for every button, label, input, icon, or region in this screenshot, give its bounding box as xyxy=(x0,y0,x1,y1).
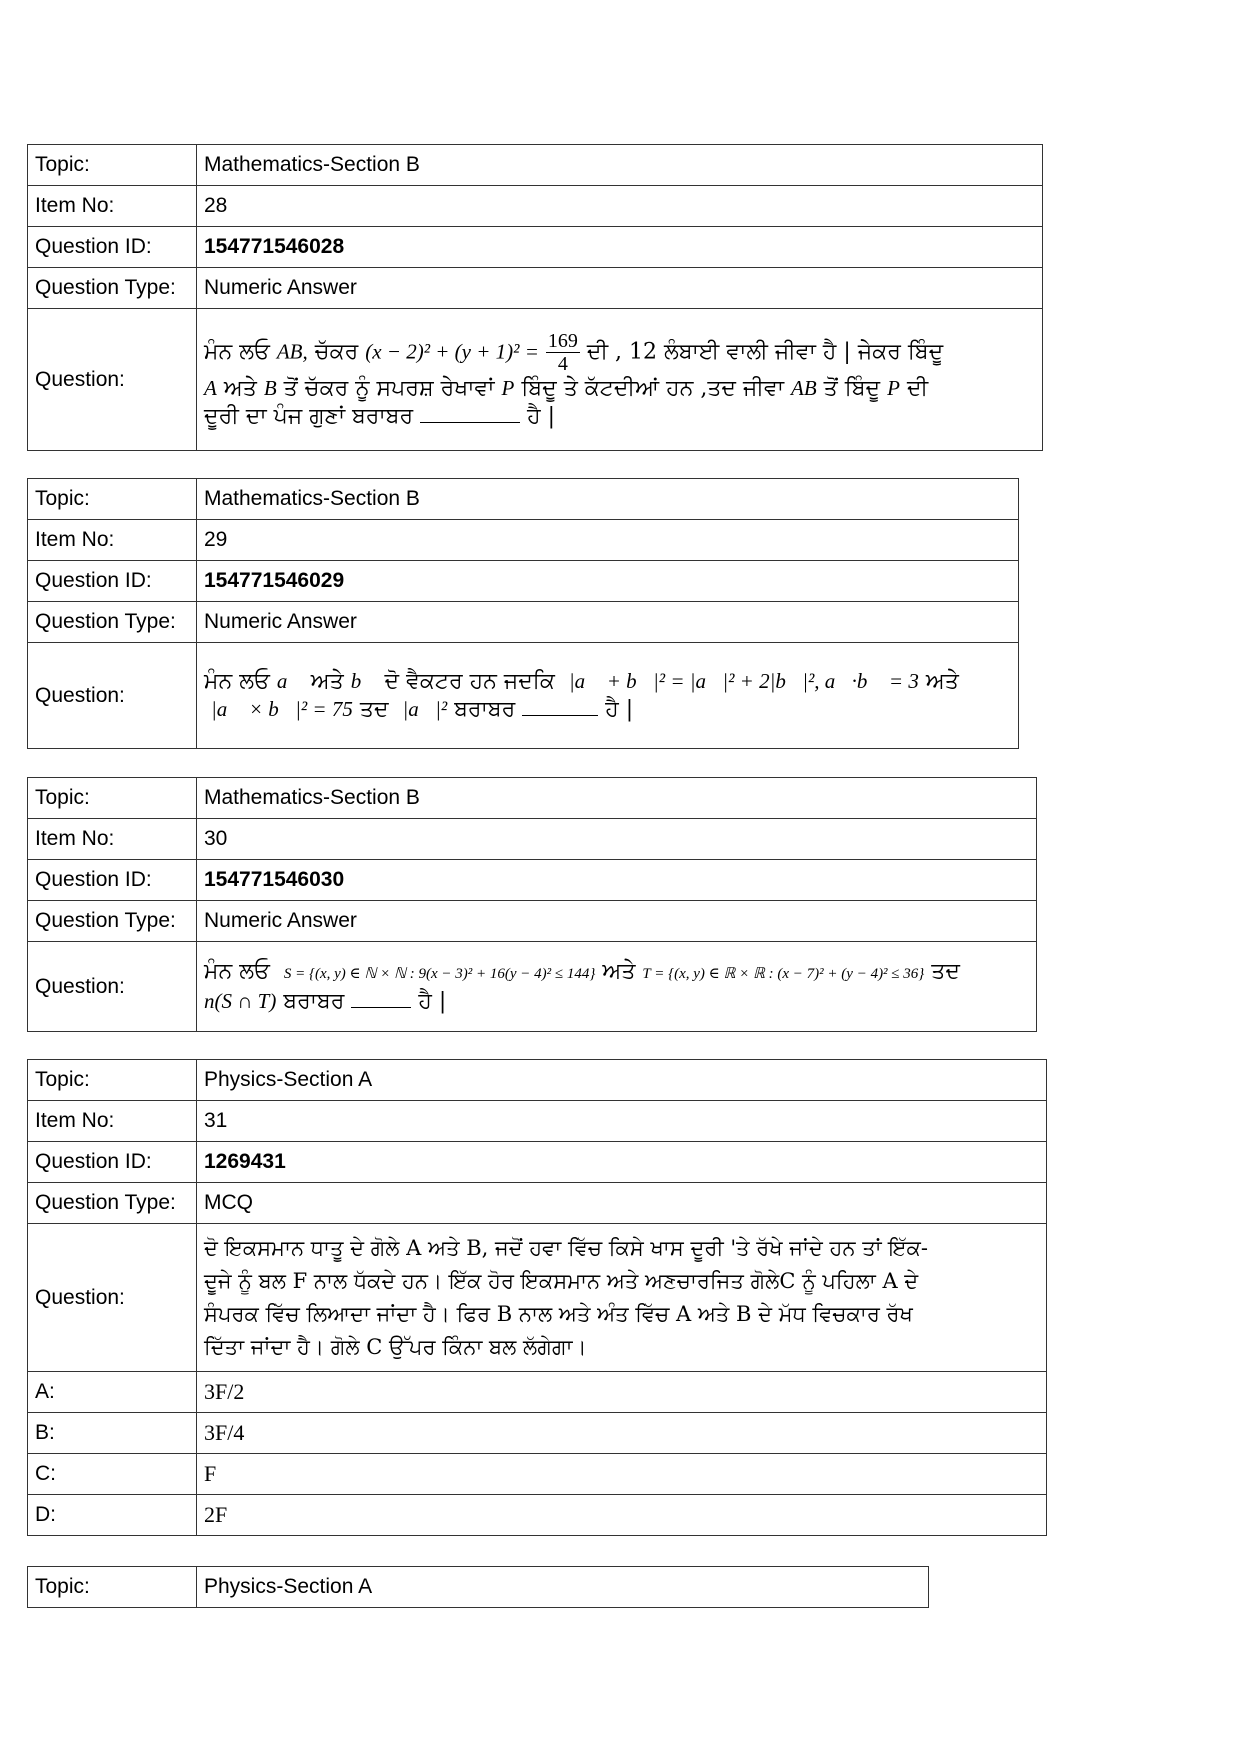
question-type-label: Question Type: xyxy=(28,602,197,643)
question-label: Question: xyxy=(28,643,197,749)
item-no-value: 30 xyxy=(197,819,1037,860)
option-c-label: C: xyxy=(28,1454,197,1495)
q-text: ਤੋਂ ਬਿੰਦੂ xyxy=(823,375,881,401)
question-text xyxy=(197,309,1043,451)
topic-label: Topic: xyxy=(28,778,197,819)
topic-row xyxy=(28,479,1019,520)
answer-blank xyxy=(420,402,520,423)
question-type-value: Numeric Answer xyxy=(197,901,1037,942)
question-table-30 xyxy=(27,777,1037,1032)
question-id-row xyxy=(28,860,1037,901)
option-a-value: 3F/2 xyxy=(197,1372,1047,1413)
q-text: ਤਦ xyxy=(931,958,960,984)
q-math: A xyxy=(204,375,217,400)
item-no-row xyxy=(28,186,1043,227)
question-id-label: Question ID: xyxy=(28,561,197,602)
item-no-row xyxy=(28,520,1019,561)
item-no-value: 28 xyxy=(197,186,1043,227)
question-id-row xyxy=(28,227,1043,268)
cross-product-equation: |a⃗ × b⃗|² = 75 xyxy=(211,697,353,721)
question-type-label: Question Type: xyxy=(28,268,197,309)
q-text: ਬਰਾਬਰ xyxy=(454,697,516,722)
q-math: P xyxy=(501,375,515,400)
question-id-label: Question ID: xyxy=(28,227,197,268)
question-text xyxy=(197,942,1037,1032)
question-text xyxy=(197,643,1019,749)
question-type-label: Question Type: xyxy=(28,901,197,942)
fraction xyxy=(546,330,580,375)
q-math: AB xyxy=(791,375,817,400)
question-row xyxy=(28,309,1043,451)
q-text: ਸੰਪਰਕ ਵਿੱਚ ਲਿਆਦਾ ਜਾਂਦਾ ਹੈ। ਫਿਰ B ਨਾਲ ਅਤੇ ਅੰਤ ਵਿੱਚ A ਅਤੇ B ਦੇ ਮੱਧ ਵਿਚਕਾਰ ਰੱਖ xyxy=(204,1301,913,1326)
question-label: Question: xyxy=(28,942,197,1032)
topic-label: Topic: xyxy=(28,1060,197,1101)
item-no-value: 29 xyxy=(197,520,1019,561)
vector-magnitude: |a⃗|² xyxy=(402,697,448,721)
question-id-row xyxy=(28,561,1019,602)
q-text: ਮੰਨ ਲਓ xyxy=(204,339,270,364)
question-label: Question: xyxy=(28,1224,197,1372)
answer-blank xyxy=(351,987,411,1008)
option-d-value: 2F xyxy=(197,1495,1047,1536)
question-label: Question: xyxy=(28,309,197,451)
question-text xyxy=(197,1224,1047,1372)
question-row xyxy=(28,1224,1047,1372)
item-no-row xyxy=(28,819,1037,860)
question-table-32 xyxy=(27,1566,929,1608)
item-no-value: 31 xyxy=(197,1101,1047,1142)
question-type-value: MCQ xyxy=(197,1183,1047,1224)
q-math: AB, xyxy=(276,339,308,363)
question-id-value: 154771546030 xyxy=(197,860,1037,901)
option-c-value: F xyxy=(197,1454,1047,1495)
question-table-28 xyxy=(27,144,1043,451)
item-no-label: Item No: xyxy=(28,819,197,860)
question-id-label: Question ID: xyxy=(28,1142,197,1183)
topic-row xyxy=(28,778,1037,819)
question-type-value: Numeric Answer xyxy=(197,268,1043,309)
question-type-value: Numeric Answer xyxy=(197,602,1019,643)
q-text: ਮੰਨ ਲਓ xyxy=(204,669,270,694)
question-id-row xyxy=(28,1142,1047,1183)
q-text: ਦੀ xyxy=(906,375,929,401)
q-text: ਹੈ | xyxy=(605,697,634,722)
vector-equation: |a⃗ + b⃗|² = |a⃗|² + 2|b⃗|², a⃗·b⃗ = 3 xyxy=(568,669,919,693)
fraction-numerator: 169 xyxy=(547,329,578,352)
q-text: ਦੋ ਵੈਕਟਰ ਹਨ ਜਦਕਿ xyxy=(384,669,555,694)
vector-a: a⃗ xyxy=(276,669,304,693)
item-no-label: Item No: xyxy=(28,520,197,561)
q-text: ਅਤੇ xyxy=(602,958,636,984)
q-text: ਦਿੱਤਾ ਜਾਂਦਾ ਹੈ। ਗੋਲੇ C ਉੱਪਰ ਕਿੰਨਾ ਬਲ ਲੱਗੇਗਾ। xyxy=(204,1334,587,1359)
fraction-denominator: 4 xyxy=(557,352,568,375)
question-type-row xyxy=(28,901,1037,942)
topic-label: Topic: xyxy=(28,1567,197,1608)
question-id-value: 154771546028 xyxy=(197,227,1043,268)
item-no-label: Item No: xyxy=(28,1101,197,1142)
question-row xyxy=(28,942,1037,1032)
item-no-row xyxy=(28,1101,1047,1142)
circle-equation: (x − 2)² + (y + 1)² = xyxy=(365,339,539,363)
question-type-row xyxy=(28,602,1019,643)
q-text: ਮੰਨ ਲਓ xyxy=(204,958,270,984)
question-id-label: Question ID: xyxy=(28,860,197,901)
question-type-label: Question Type: xyxy=(28,1183,197,1224)
option-d-label: D: xyxy=(28,1495,197,1536)
option-b-label: B: xyxy=(28,1413,197,1454)
q-text: ਤੋਂ ਚੱਕਰ ਨੂੰ ਸਪਰਸ਼ ਰੇਖਾਵਾਂ xyxy=(283,375,495,401)
answer-blank xyxy=(522,695,598,716)
question-type-row xyxy=(28,268,1043,309)
set-intersection-count: n(S ∩ T) xyxy=(204,988,277,1013)
q-text: ਦੂਰੀ ਦਾ ਪੰਜ ਗੁਣਾਂ ਬਰਾਬਰ xyxy=(204,403,414,429)
question-id-value: 154771546029 xyxy=(197,561,1019,602)
topic-value: Mathematics-Section B xyxy=(197,778,1037,819)
topic-row xyxy=(28,1567,929,1608)
option-b-value: 3F/4 xyxy=(197,1413,1047,1454)
q-text: ਚੱਕਰ xyxy=(314,339,359,364)
q-text: ਬਿੰਦੂ ਤੇ ਕੱਟਦੀਆਂ ਹਨ ,ਤਦ ਜੀਵਾ xyxy=(521,375,785,401)
topic-label: Topic: xyxy=(28,479,197,520)
q-math: P xyxy=(887,375,900,400)
option-b-row xyxy=(28,1413,1047,1454)
question-table-29 xyxy=(27,478,1019,749)
topic-row xyxy=(28,145,1043,186)
q-text: ਦੀ , 12 ਲੰਬਾਈ ਵਾਲੀ ਜੀਵਾ ਹੈ | ਜੇਕਰ ਬਿੰਦੂ xyxy=(586,339,944,364)
q-text: ਬਰਾਬਰ xyxy=(283,988,345,1014)
question-table-31 xyxy=(27,1059,1047,1536)
q-text: ਦੂਜੇ ਨੂੰ ਬਲ F ਨਾਲ ਧੱਕਦੇ ਹਨ। ਇੱਕ ਹੋਰ ਇਕਸਮਾਨ ਅਤੇ ਅਣਚਾਰਜਿਤ ਗੋਲੇC ਨੂੰ ਪਹਿਲਾ A ਦੇ xyxy=(204,1268,919,1293)
topic-row xyxy=(28,1060,1047,1101)
topic-value: Physics-Section A xyxy=(197,1060,1047,1101)
q-text: ਅਤੇ xyxy=(925,669,959,694)
topic-value: Mathematics-Section B xyxy=(197,145,1043,186)
q-text: ਤਦ xyxy=(359,697,389,722)
q-text: ਅਤੇ xyxy=(223,375,257,401)
q-text: ਅਤੇ xyxy=(310,669,344,694)
option-d-row xyxy=(28,1495,1047,1536)
set-s-definition: S = {(x, y) ∈ ℕ × ℕ : 9(x − 3)² + 16(y − 4)² ≤ 144} xyxy=(283,965,596,982)
item-no-label: Item No: xyxy=(28,186,197,227)
q-text: ਦੋ ਇਕਸਮਾਨ ਧਾਤੂ ਦੇ ਗੋਲੇ A ਅਤੇ B, ਜਦੋਂ ਹਵਾ ਵਿੱਚ ਕਿਸੇ ਖਾਸ ਦੂਰੀ 'ਤੇ ਰੱਖੇ ਜਾਂਦੇ ਹਨ ਤਾਂ ਇੱਕ- xyxy=(204,1235,928,1260)
option-a-row xyxy=(28,1372,1047,1413)
vector-b: b⃗ xyxy=(350,669,378,693)
option-c-row xyxy=(28,1454,1047,1495)
question-type-row xyxy=(28,1183,1047,1224)
topic-value: Mathematics-Section B xyxy=(197,479,1019,520)
question-id-value: 1269431 xyxy=(197,1142,1047,1183)
q-math: B xyxy=(263,375,277,400)
topic-value: Physics-Section A xyxy=(197,1567,929,1608)
topic-label: Topic: xyxy=(28,145,197,186)
set-t-definition: T = {(x, y) ∈ ℝ × ℝ : (x − 7)² + (y − 4)² ≤ 36} xyxy=(642,965,925,982)
option-a-label: A: xyxy=(28,1372,197,1413)
q-text: ਹੈ | xyxy=(527,403,556,429)
q-text: ਹੈ | xyxy=(418,988,447,1014)
question-row xyxy=(28,643,1019,749)
